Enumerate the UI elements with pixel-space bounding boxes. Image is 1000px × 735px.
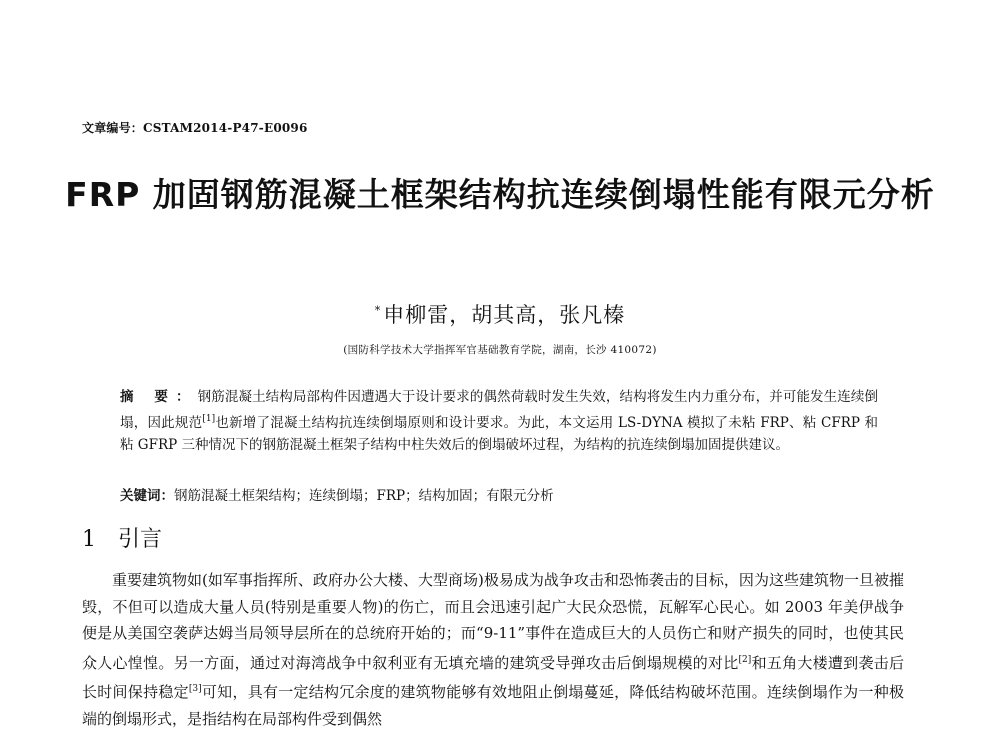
citation-ref-1: [1] <box>202 414 216 424</box>
keywords <box>120 485 878 507</box>
paragraph-1-part3: 可知，具有一定结构冗余度的建筑物能够有效地阻止倒塌蔓延，降低结构破坏范围。连续倒塌作为一种极端的倒塌形式，是指结构在局部构件受到偶然 <box>82 683 904 728</box>
author-list <box>0 299 1000 329</box>
abstract-text-part2: 也新增了混凝土结构抗连续倒塌原则和设计要求。为此，本文运用 LS-DYNA 模拟了未粘 FRP、粘 CFRP 和粘 GFRP 三种情况下的钢筋混凝土框架子结构中柱失效后的倒塌破坏过程，为结构的抗连续倒塌加固提供建议。 <box>120 415 878 453</box>
citation-ref-2: [2] <box>738 654 752 665</box>
section-number: 1 <box>82 527 96 552</box>
paragraph-1-part1: 重要建筑物如(如军事指挥所、政府办公大楼、大型商场)极易成为战争攻击和恐怖袭击的目标，因为这些建筑物一旦被摧毁，不但可以造成大量人员(特别是重要人物)的伤亡，而且会迅速引起广大民众恐慌，瓦解军心民心。如 2003 年美伊战争便是从美国空袭萨达姆当局领导层所在的总统府开始的；而“9-11”事件在造成巨大的人员伤亡和财产损失的同时，也使其民众人心惶惶。另一方面，通过对海湾战争中叙利亚有无填充墙的建筑受导弹攻击后倒塌规模的对比 <box>82 571 904 672</box>
citation-ref-3: [3] <box>188 684 202 694</box>
paragraph-1-part2: 和五角大楼遭到袭击后长时间保持稳定 <box>82 653 904 701</box>
abstract-label: 摘 要： <box>120 389 198 405</box>
abstract <box>120 386 878 456</box>
keywords-text: 钢筋混凝土框架结构；连续倒塌；FRP；结构加固；有限元分析 <box>174 488 554 504</box>
paragraph-1 <box>82 567 904 732</box>
abstract-text-part1: 钢筋混凝土结构局部构件因遭遇大于设计要求的偶然荷载时发生失效，结构将发生内力重分布，并可能发生连续倒塌，因此规范 <box>120 389 878 431</box>
keywords-label: 关键词： <box>120 488 174 504</box>
section-heading-introduction <box>82 522 162 553</box>
corresponding-author-marker: * <box>374 304 382 317</box>
paper-title: FRP 加固钢筋混凝土框架结构抗连续倒塌性能有限元分析 <box>65 175 935 214</box>
affiliation: (国防科学技术大学指挥军官基础教育学院，湖南，长沙 410072) <box>343 344 657 356</box>
body-text <box>82 567 904 732</box>
author-names: 申柳雷，胡其高，张凡榛 <box>383 303 626 327</box>
article-id: 文章编号：CSTAM2014-P47-E0096 <box>82 121 308 135</box>
section-title: 引言 <box>118 527 163 552</box>
